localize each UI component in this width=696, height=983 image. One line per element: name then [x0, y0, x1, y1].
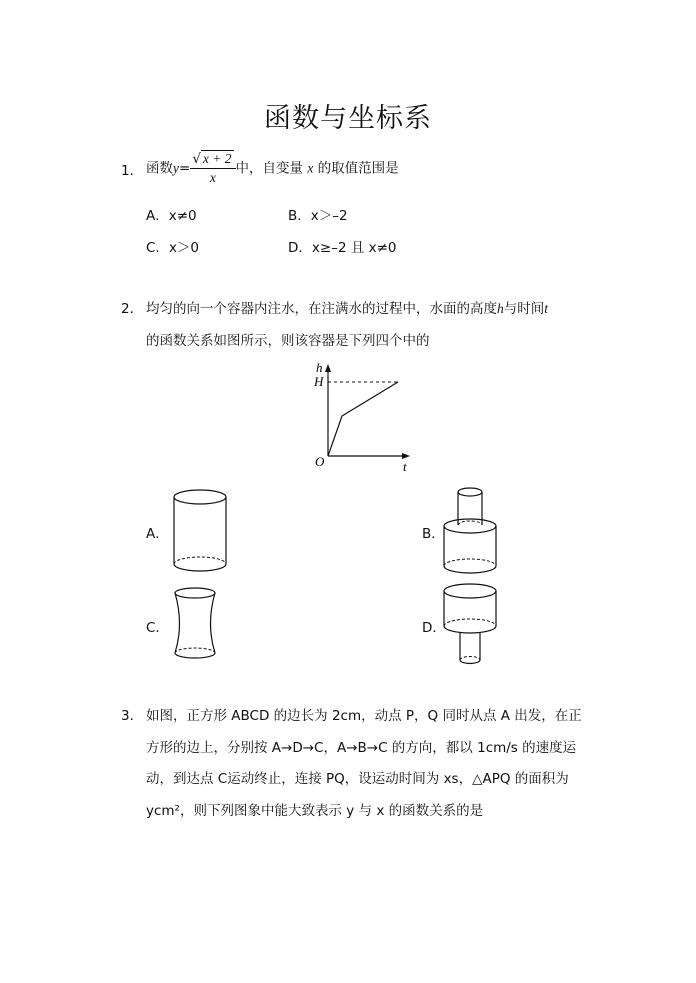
q1-option-a-label: A． — [146, 208, 169, 224]
q1-option-c-text: x＞0 — [168, 240, 200, 256]
q2-number: 2． — [121, 301, 144, 317]
container-a — [170, 488, 232, 576]
q1-option-d-text: x≥–2 且 x≠0 — [311, 240, 397, 256]
q3-line4: ycm²，则下列图象中能大致表示 y 与 x 的函数关系的是 — [146, 803, 484, 819]
q1-y-label: y — [173, 160, 179, 176]
q1-fraction — [190, 150, 235, 187]
q2-option-b-label[interactable]: B． — [422, 526, 445, 542]
q2-option-d-label[interactable]: D． — [422, 620, 446, 636]
page-title: 函数与坐标系 — [264, 103, 432, 134]
q1-option-a[interactable] — [146, 207, 197, 225]
q1-option-a-text: x≠0 — [168, 208, 197, 224]
q2-line2: 的函数关系如图所示，则该容器是下列四个中的 — [146, 333, 430, 349]
q1-stem — [146, 150, 399, 187]
q3-line3: 动，到达点 C运动终止，连接 PQ，设运动时间为 xs，△APQ 的面积为 — [146, 771, 569, 787]
q1-option-b-text: x＞–2 — [310, 208, 348, 224]
container-d — [440, 582, 502, 670]
q1-option-c[interactable] — [146, 239, 199, 257]
q3-number: 3． — [121, 708, 144, 724]
q1-option-d-label: D． — [288, 240, 312, 256]
graph-y-arrow — [325, 364, 331, 372]
graph-origin-label: O — [315, 454, 325, 469]
q2-h: h — [497, 301, 504, 316]
q1-var-x: x — [307, 160, 314, 176]
q2-graph — [310, 360, 420, 475]
q1-denominator: x — [209, 170, 216, 185]
q1-suffix2: 的取值范围是 — [317, 160, 399, 177]
q2-line1 — [146, 300, 548, 318]
q2-line1-b: 与时间 — [503, 301, 545, 317]
q1-number: 1． — [121, 163, 144, 179]
q1-prefix: 函数 — [146, 160, 173, 177]
q1-radicand: x + 2 — [202, 151, 232, 166]
q3-line2: 方形的边上，分别按 A→D→C，A→B→C 的方向，都以 1cm/s 的速度运 — [146, 740, 577, 756]
q2-line1-a: 均匀的向一个容器内注水，在注满水的过程中，水面的高度 — [146, 301, 497, 317]
graph-axis-x-label: t — [403, 459, 407, 474]
q2-t: t — [544, 301, 549, 316]
q1-suffix: 中，自变量 — [235, 160, 304, 177]
q1-option-b[interactable] — [288, 207, 348, 225]
q2-option-c-label[interactable]: C． — [146, 620, 169, 636]
graph-height-label: H — [314, 374, 324, 389]
q1-option-c-label: C． — [146, 240, 169, 256]
q2-option-a-label[interactable]: A． — [146, 526, 169, 542]
q1-option-d[interactable] — [288, 239, 397, 257]
q3-line1: 如图，正方形 ABCD 的边长为 2cm，动点 P，Q 同时从点 A 出发，在正 — [146, 708, 582, 724]
q1-equals: = — [179, 160, 191, 177]
container-b — [440, 486, 502, 578]
graph-function-line — [328, 382, 398, 456]
q1-numerator: √ x + 2 — [190, 150, 235, 169]
graph-axis-y-label: h — [316, 360, 323, 375]
q1-option-b-label: B． — [288, 208, 311, 224]
container-c — [170, 586, 222, 666]
